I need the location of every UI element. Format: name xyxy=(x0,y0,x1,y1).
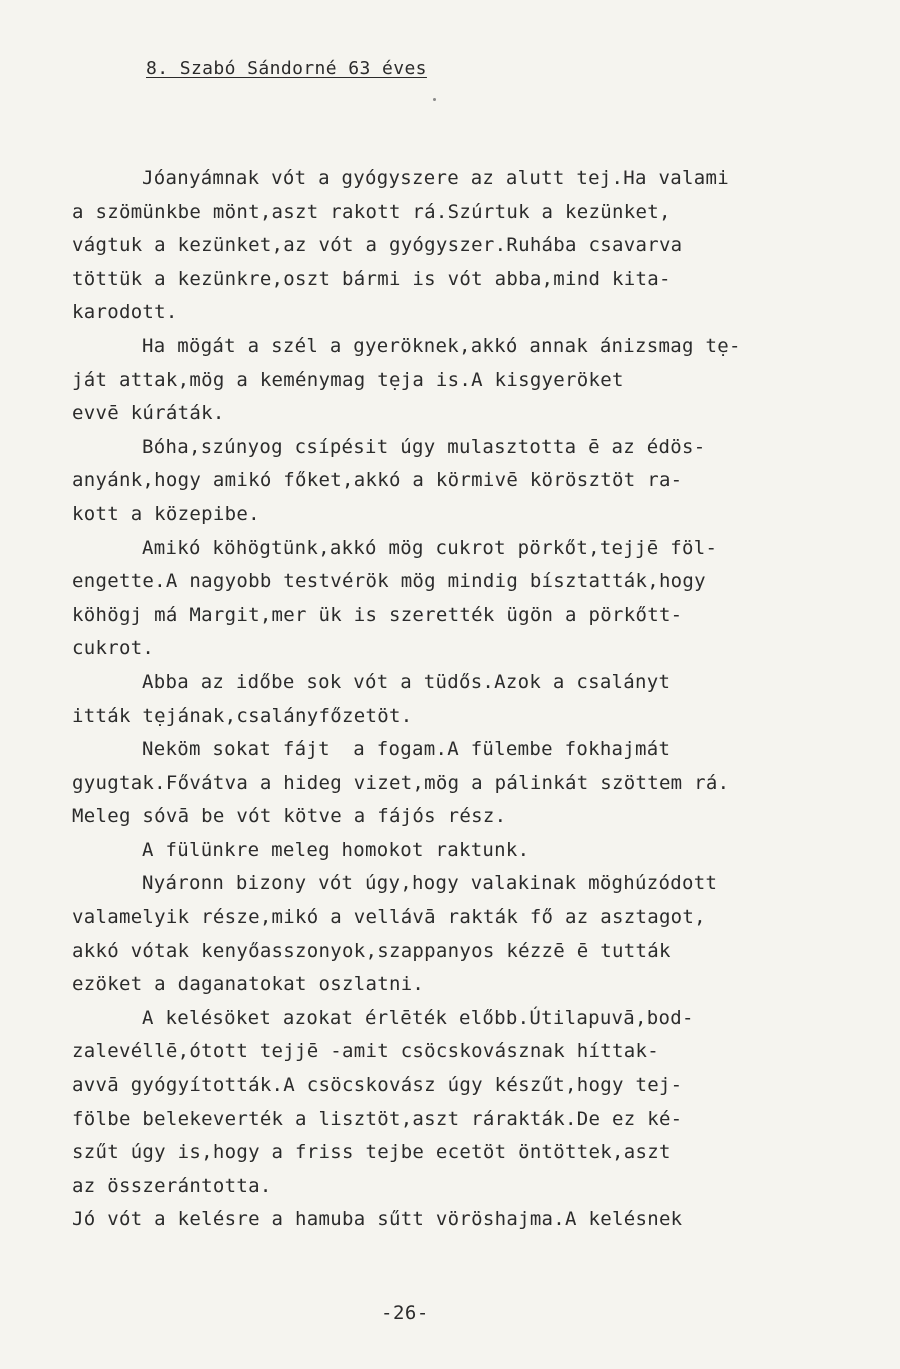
text-line: az összerántotta. xyxy=(72,1174,272,1197)
text-line: zalevéllē,ótott tejjē -amit csöcskovásznak híttak- xyxy=(72,1040,659,1063)
text-line: A kelésöket azokat érlēték előbb.Útilapuvā,bod- xyxy=(142,1006,694,1029)
page-number: -26- xyxy=(381,1302,429,1324)
text-line: Bóha,szúnyog csípésit úgy mulasztotta ē az édös- xyxy=(142,435,706,458)
text-line: ezöket a daganatokat oszlatni. xyxy=(72,973,425,996)
text-line: köhögj má Margit,mer ük is szerették ügön a pörkőtt- xyxy=(72,603,683,626)
text-line: Meleg sóvā be vót kötve a fájós rész. xyxy=(72,805,507,828)
text-line: engette.A nagyobb testvérök mög mindig bísztatták,hogy xyxy=(72,570,706,593)
interview-heading: 8. Szabó Sándorné 63 éves xyxy=(146,58,427,79)
text-line: itták tẹjának,csalányfőzetöt. xyxy=(72,704,413,727)
text-line: Jó vót a kelésre a hamuba sűtt vöröshajma.A kelésnek xyxy=(72,1208,683,1231)
text-line: evvē kúráták. xyxy=(72,402,225,425)
text-line: karodott. xyxy=(72,301,178,324)
text-line: akkó vótak kenyőasszonyok,szappanyos kézzē ē tutták xyxy=(72,939,671,962)
text-line: szűt úgy is,hogy a friss tejbe ecetöt öntöttek,aszt xyxy=(72,1141,671,1164)
text-line: vágtuk a kezünket,az vót a gyógyszer.Ruhába csavarva xyxy=(72,234,683,257)
text-line: Nyáronn bizony vót úgy,hogy valakinak möghúzódott xyxy=(142,872,718,895)
text-line: Amikó köhögtünk,akkó mög cukrot pörkőt,tejjē föl- xyxy=(142,536,718,559)
text-line: cukrot. xyxy=(72,637,155,660)
text-line: Jóanyámnak vót a gyógyszere az alutt tej.Ha valami xyxy=(142,167,729,189)
text-line: anyánk,hogy amikó főket,akkó a körmivē körösztöt rа- xyxy=(72,469,683,492)
text-line: kott a közepibe. xyxy=(72,502,260,525)
text-line: töttük a kezünkre,oszt bármi is vót abba,mind kita- xyxy=(72,267,671,290)
text-line: Abba az időbe sok vót a tüdős.Azok a csalányt xyxy=(142,670,671,693)
document-body xyxy=(72,162,872,1237)
text-line: Ha mögát a szél a gyeröknek,akkó annak ánizsmag tẹ- xyxy=(142,334,741,357)
ink-speck xyxy=(433,98,436,101)
text-line: gyugtak.Fővátva a hideg vizet,mög a pálinkát szöttem rá. xyxy=(72,771,730,794)
text-line: A fülünkre meleg homokot raktunk. xyxy=(142,838,530,861)
text-line: fölbe belekeverték a lisztöt,aszt rárakták.De ez ké- xyxy=(72,1107,683,1130)
text-line: ját attak,mög a keménymag tẹja is.A kisgyeröket xyxy=(72,368,624,391)
text-line: avvā gyógyították.A csöcskovász úgy készűt,hogy tej- xyxy=(72,1074,683,1097)
text-line: valamelyik része,mikó a vellávā rakták fő az asztagot, xyxy=(72,906,706,929)
text-line: a szömünkbe mönt,aszt rakott rá.Szúrtuk a kezünket, xyxy=(72,200,671,223)
text-line: Neköm sokat fájt a fogam.A fülembe fokhajmát xyxy=(142,738,671,761)
